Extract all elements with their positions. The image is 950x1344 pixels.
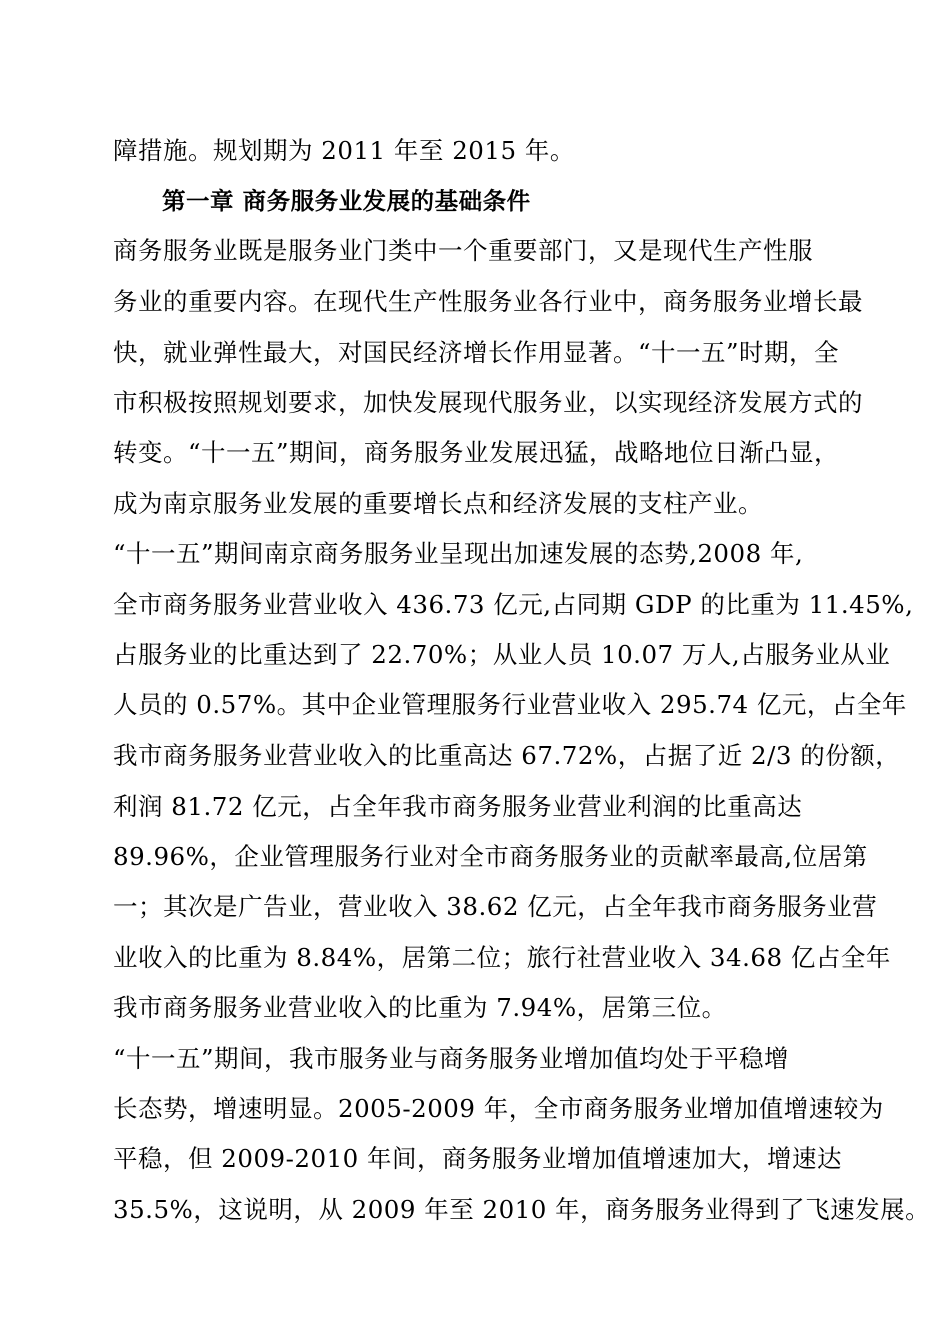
text-line: 我市商务服务业营业收入的比重为 7.94%，居第三位。 [113, 993, 727, 1022]
text-line: 成为南京服务业发展的重要增长点和经济发展的支柱产业。 [113, 489, 763, 518]
text-line: 全市商务服务业营业收入 436.73 亿元,占同期 GDP 的比重为 11.45%, [113, 590, 914, 619]
text-line: 市积极按照规划要求，加快发展现代服务业，以实现经济发展方式的 [113, 388, 863, 417]
text-line: 务业的重要内容。在现代生产性服务业各行业中，商务服务业增长最 [113, 287, 863, 316]
text-line: 快，就业弹性最大，对国民经济增长作用显著。“十一五”时期，全 [113, 338, 840, 367]
text-line: 商务服务业既是服务业门类中一个重要部门，又是现代生产性服 [113, 236, 813, 265]
text-line: 一；其次是广告业，营业收入 38.62 亿元，占全年我市商务服务业营 [113, 892, 878, 921]
text-line: 转变。“十一五”期间，商务服务业发展迅猛，战略地位日渐凸显， [113, 438, 840, 467]
text-line: 障措施。规划期为 2011 年至 2015 年。 [113, 136, 575, 165]
text-line: 89.96%，企业管理服务行业对全市商务服务业的贡献率最高,位居第 [113, 842, 868, 871]
text-line: 占服务业的比重达到了 22.70%；从业人员 10.07 万人,占服务业从业 [113, 640, 891, 669]
text-line: 人员的 0.57%。其中企业管理服务行业营业收入 295.74 亿元，占全年 [113, 690, 907, 719]
text-line: 利润 81.72 亿元，占全年我市商务服务业营业利润的比重高达 [113, 792, 803, 821]
text-line: 业收入的比重为 8.84%，居第二位；旅行社营业收入 34.68 亿占全年 [113, 943, 891, 972]
text-line: 我市商务服务业营业收入的比重高达 67.72%，占据了近 2/3 的份额， [113, 741, 901, 770]
text-line: 35.5%，这说明，从 2009 年至 2010 年，商务服务业得到了飞速发展。 [113, 1195, 931, 1224]
text-line: 平稳，但 2009-2010 年间，商务服务业增加值增速加大，增速达 [113, 1144, 843, 1173]
text-line: 长态势，增速明显。2005-2009 年，全市商务服务业增加值增速较为 [113, 1094, 884, 1123]
text-line: “十一五”期间南京商务服务业呈现出加速发展的态势,2008 年, [113, 539, 804, 568]
text-line: “十一五”期间，我市服务业与商务服务业增加值均处于平稳增 [113, 1044, 790, 1073]
chapter-heading: 第一章 商务服务业发展的基础条件 [162, 187, 531, 215]
